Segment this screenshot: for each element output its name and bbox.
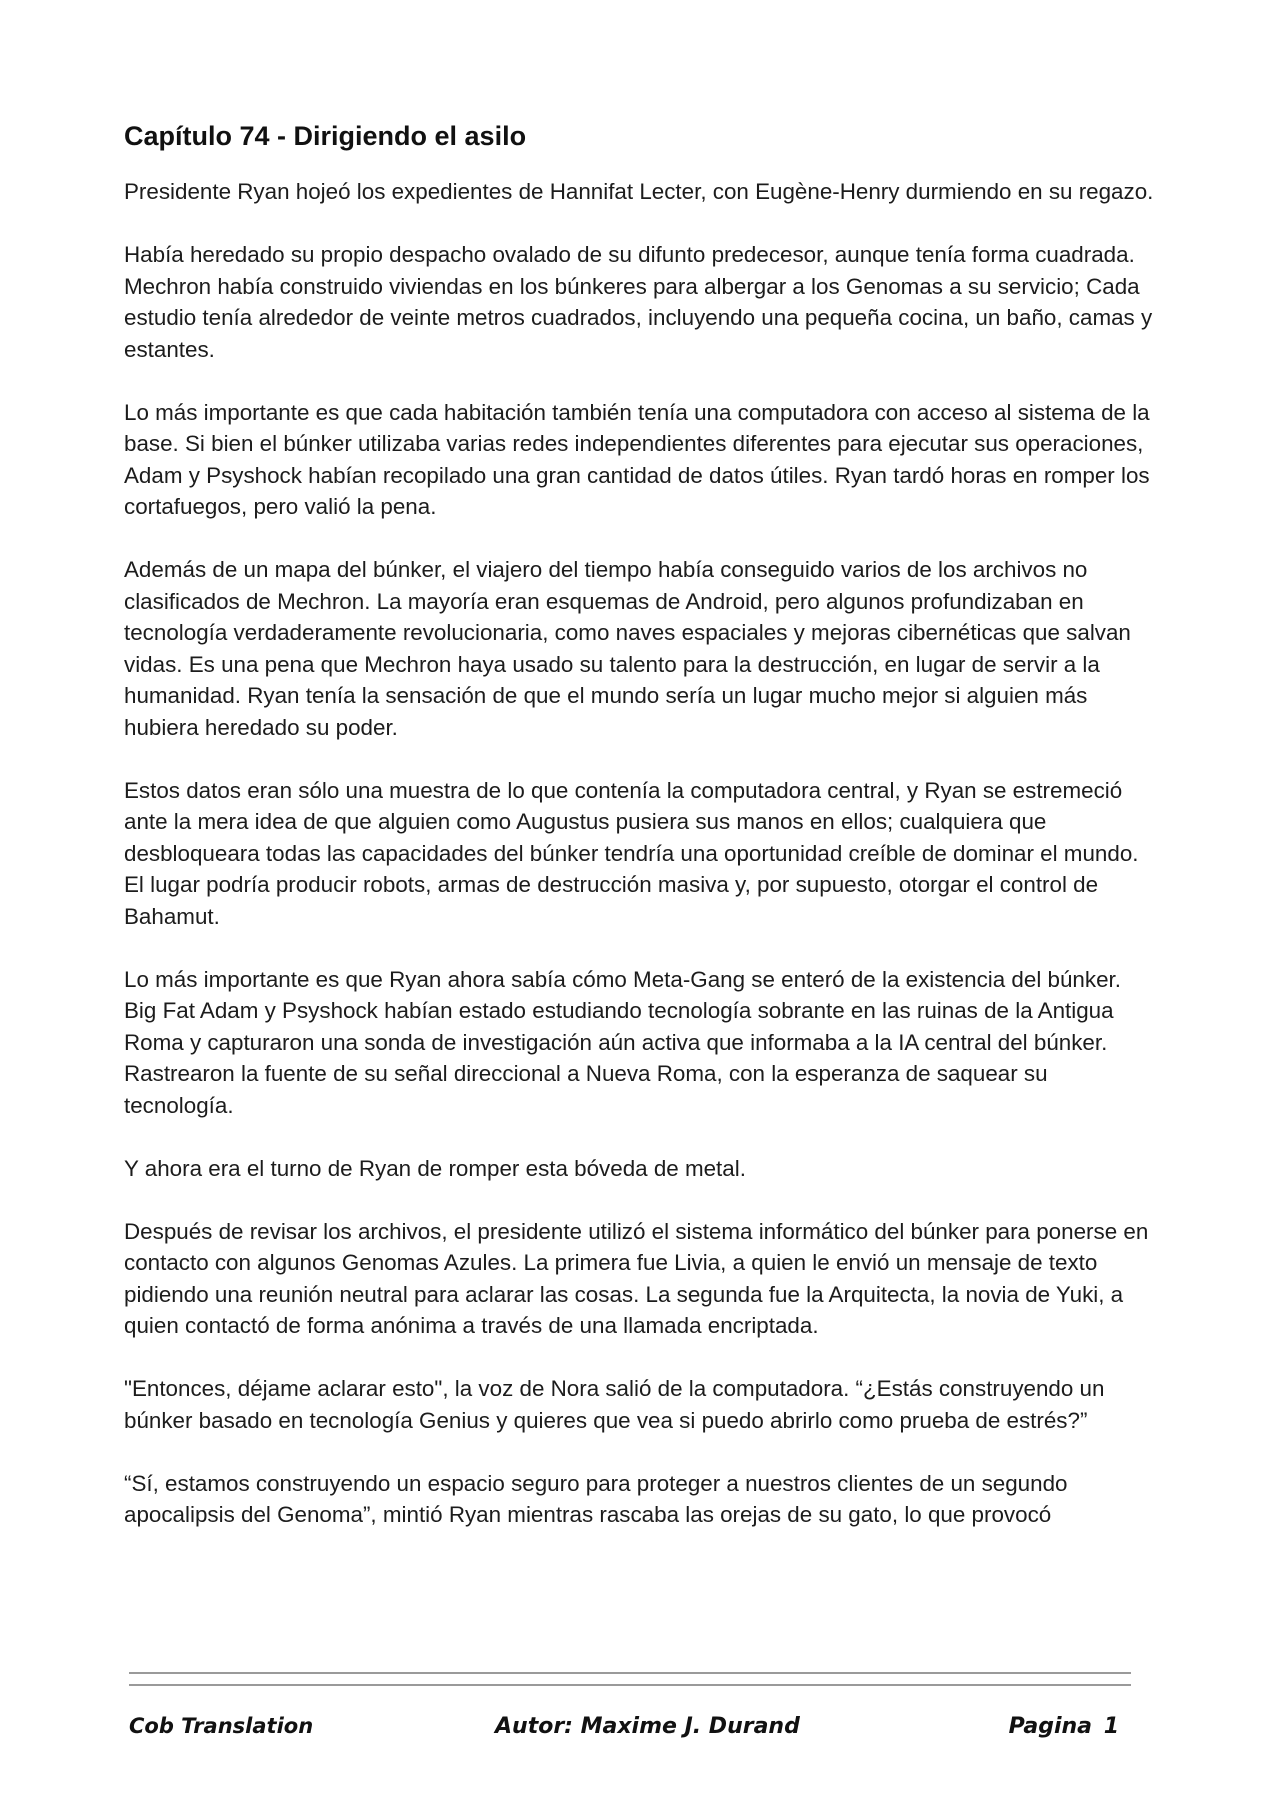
footer-page	[1009, 1714, 1119, 1739]
footer-page-number: 1	[1103, 1714, 1119, 1739]
chapter-title: Capítulo 74 - Dirigiendo el asilo	[124, 121, 527, 151]
paragraph-5: Estos datos eran sólo una muestra de lo que contenía la computadora central, y Ryan se estremeció ante la mera idea de que alguien como Augustus pusiera sus manos en ellos; cualquiera que desbloqueara todas las capacidades del búnker tendría una oportunidad creíble de dominar el mundo. El lugar podría producir robots, armas de destrucción masiva y, por supuesto, otorgar el control de Bahamut.	[124, 777, 1139, 929]
paragraph-9: "Entonces, déjame aclarar esto", la voz de Nora salió de la computadora. “¿Estás construyendo un búnker basado en tecnología Genius y quieres que vea si puedo abrirlo como prueba de estrés?”	[124, 1376, 1105, 1433]
paragraph-10: “Sí, estamos construyendo un espacio seguro para proteger a nuestros clientes de un segundo apocalipsis del Genoma”, mintió Ryan mientras rascaba las orejas de su gato, lo que provocó	[124, 1470, 1068, 1527]
paragraph-4: Además de un mapa del búnker, el viajero del tiempo había conseguido varios de los archivos no clasificados de Mechron. La mayoría eran esquemas de Android, pero algunos profundizaban en tecnología verdaderamente revolucionaria, como naves espaciales y mejoras cibernéticas que salvan vidas. Es una pena que Mechron haya usado su talento para la destrucción, en lugar de servir a la humanidad. Ryan tenía la sensación de que el mundo sería un lugar mucho mejor si alguien más hubiera heredado su poder.	[124, 557, 1131, 740]
footer-page-label: Pagina	[1008, 1714, 1093, 1739]
footer-translator: Cob Translation	[129, 1714, 314, 1738]
paragraph-3: Lo más importante es que cada habitación también tenía una computadora con acceso al sistema de la base. Si bien el búnker utilizaba varias redes independientes diferentes para ejecutar sus operaciones, Adam y Psyshock habían recopilado una gran cantidad de datos útiles. Ryan tardó horas en romper los cortafuegos, pero valió la pena.	[124, 399, 1150, 519]
footer-author: Autor: Maxime J. Durand	[495, 1714, 800, 1739]
footer-divider-top	[129, 1672, 1131, 1674]
footer-divider-bottom	[129, 1684, 1131, 1686]
page-footer	[129, 1714, 1131, 1748]
paragraph-2: Había heredado su propio despacho ovalado de su difunto predecesor, aunque tenía forma cuadrada. Mechron había construido viviendas en los búnkeres para albergar a los Genomas a su servicio; Cada estudio tenía alrededor de veinte metros cuadrados, incluyendo una pequeña cocina, un baño, camas y estantes.	[124, 242, 1153, 362]
paragraph-8: Después de revisar los archivos, el presidente utilizó el sistema informático del búnker para ponerse en contacto con algunos Genomas Azules. La primera fue Livia, a quien le envió un mensaje de texto pidiendo una reunión neutral para aclarar las cosas. La segunda fue la Arquitecta, la novia de Yuki, a quien contactó de forma anónima a través de una llamada encriptada.	[124, 1218, 1149, 1338]
document-body	[124, 118, 1154, 1562]
paragraph-6: Lo más importante es que Ryan ahora sabía cómo Meta-Gang se enteró de la existencia del búnker. Big Fat Adam y Psyshock habían estado estudiando tecnología sobrante en las ruinas de la Antigua Roma y capturaron una sonda de investigación aún activa que informaba a la IA central del búnker. Rastrearon la fuente de su señal direccional a Nueva Roma, con la esperanza de saquear su tecnología.	[124, 966, 1121, 1118]
paragraph-7: Y ahora era el turno de Ryan de romper esta bóveda de metal.	[124, 1155, 746, 1181]
paragraph-1: Presidente Ryan hojeó los expedientes de Hannifat Lecter, con Eugène-Henry durmiendo en su regazo.	[124, 179, 1154, 204]
